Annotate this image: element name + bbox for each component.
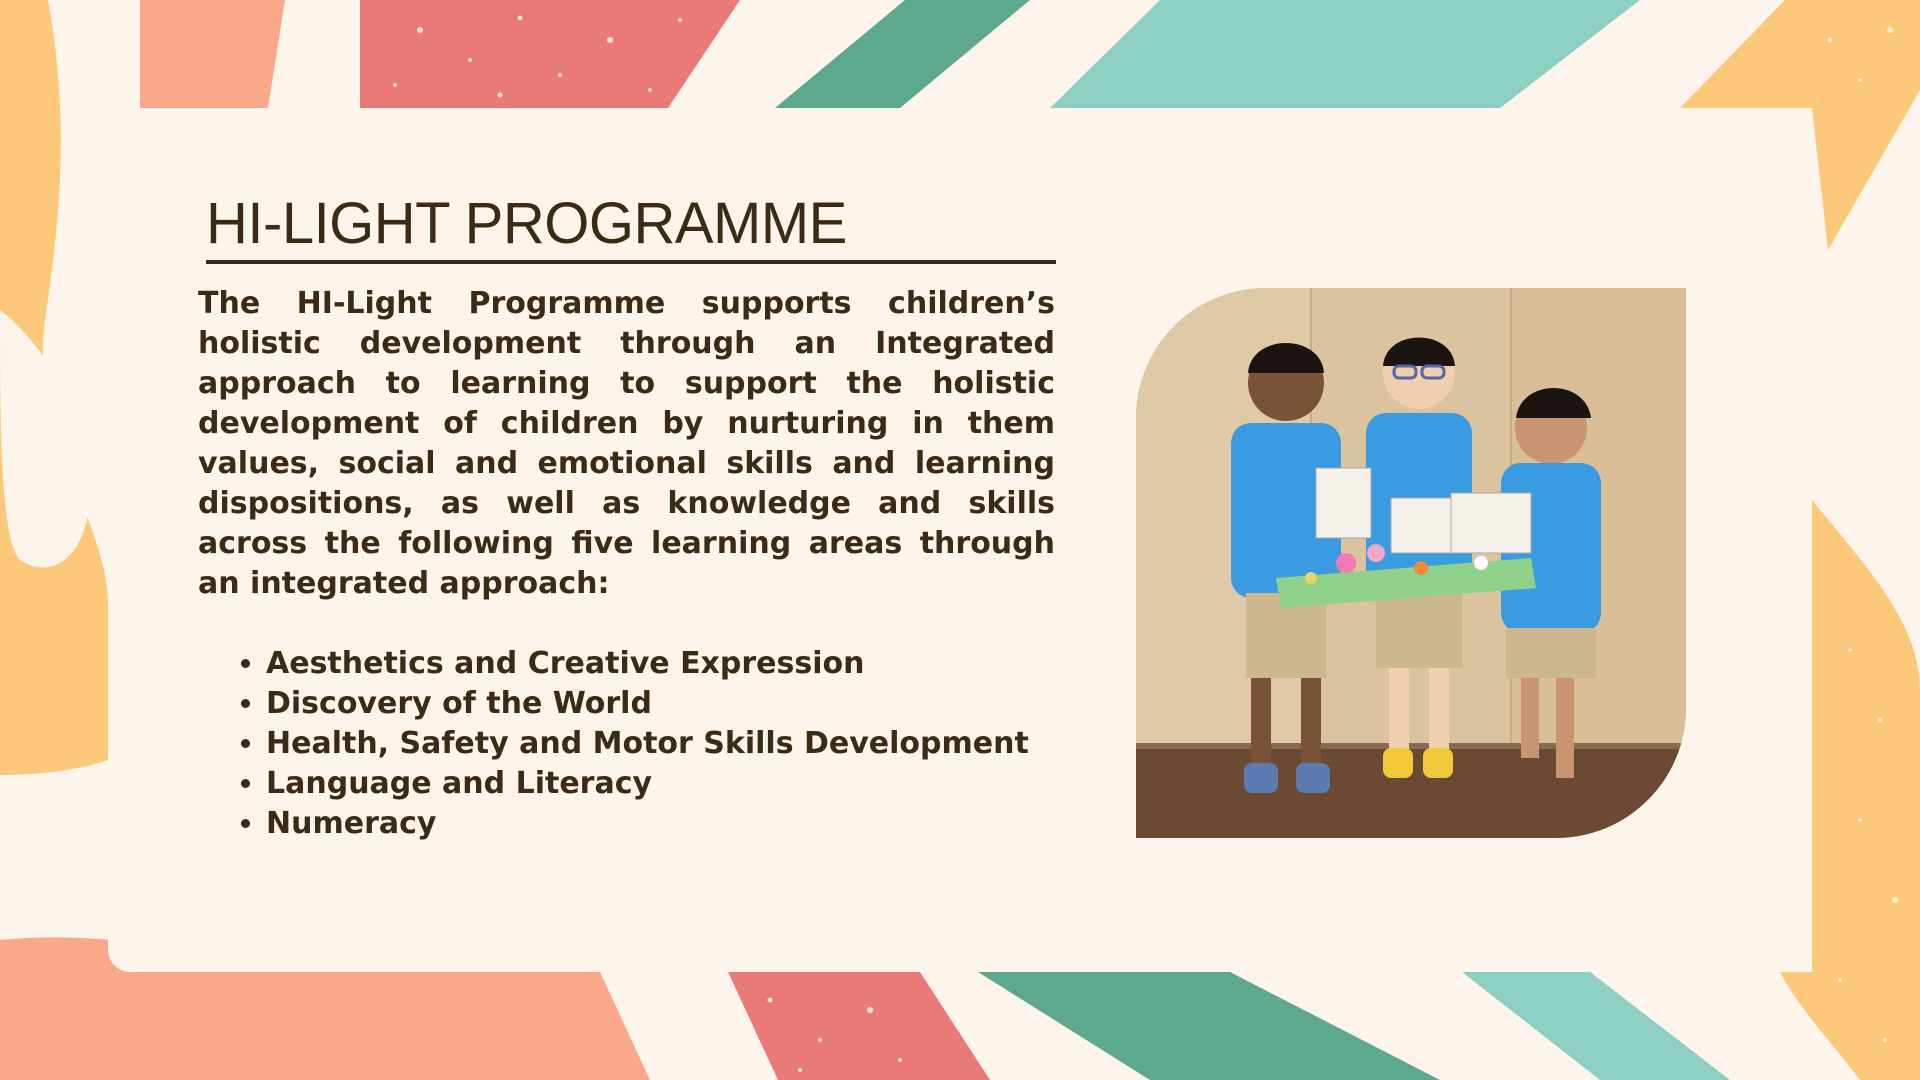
coral-stripe-bottom	[728, 972, 990, 1080]
mint-stripe-top	[1050, 0, 1640, 108]
peach-stripe-top	[140, 0, 285, 108]
children-project-photo	[1136, 288, 1686, 838]
list-item: • Discovery of the World	[266, 684, 1029, 724]
programme-description: The HI-Light Programme supports children’s holistic development through an Integrated approach to learning to support the holistic development of children by nurturing in them values, social and emotional skills and learning dispositions, as well as knowledge and skills across the following five learning areas through an integrated approach:	[198, 286, 1055, 601]
page-title: HI-LIGHT PROGRAMME	[206, 191, 847, 256]
list-item: • Aesthetics and Creative Expression	[266, 644, 1029, 684]
photo-illustration	[1136, 288, 1686, 838]
green-stripe-top	[775, 0, 1030, 108]
cream-curl-left	[0, 310, 90, 568]
title-underline	[206, 260, 1056, 264]
green-stripe-bottom	[978, 972, 1440, 1080]
list-item: • Numeracy	[266, 804, 1029, 844]
list-item: • Language and Literacy	[266, 764, 1029, 804]
list-item: • Health, Safety and Motor Skills Development	[266, 724, 1029, 764]
coral-stripe-top	[360, 0, 740, 108]
content-card	[108, 108, 1812, 972]
mint-stripe-bottom	[1462, 972, 1730, 1080]
learning-areas-list	[240, 644, 1029, 844]
